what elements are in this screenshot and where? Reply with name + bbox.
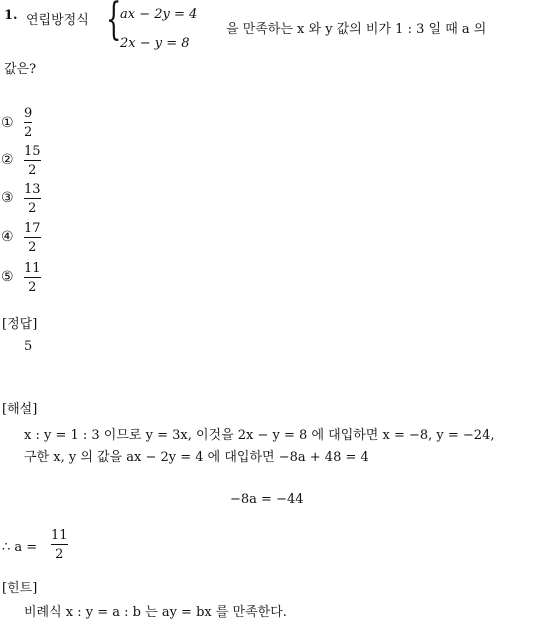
option-4-fraction[interactable] [24, 221, 41, 255]
fraction-bar [24, 122, 32, 123]
explanation-display-equation: −8a = −44 [230, 492, 304, 507]
equation-1: ax − 2y = 4 [120, 7, 198, 22]
option-3-denominator: 2 [28, 201, 37, 216]
fraction-bar [24, 277, 41, 278]
fraction-bar [24, 198, 41, 199]
option-1-fraction[interactable] [24, 106, 32, 140]
conclusion-prefix: ∴ a = [2, 540, 38, 555]
option-2-fraction[interactable] [24, 144, 41, 178]
option-4-denominator: 2 [28, 240, 37, 255]
explanation-line-1: x : y = 1 : 3 이므로 y = 3x, 이것을 2x − y = 8 에 대입하면 x = −8, y = −24, [24, 428, 495, 443]
conclusion-fraction [51, 528, 68, 562]
answer-heading: [정답] [2, 317, 38, 332]
fraction-bar [24, 160, 41, 161]
option-5-numerator: 11 [24, 261, 41, 276]
fraction-bar [51, 544, 68, 545]
question-number: 1. [4, 8, 18, 23]
option-4-marker[interactable]: ④ [1, 229, 14, 245]
question-lead: 연립방정식 [26, 13, 89, 28]
option-2-denominator: 2 [28, 163, 37, 178]
option-3-fraction[interactable] [24, 182, 41, 216]
question-tail: 을 만족하는 x 와 y 값의 비가 1 : 3 일 때 a 의 [226, 22, 487, 37]
conclusion-numerator: 11 [51, 528, 68, 543]
question-tail-2: 값은? [4, 62, 37, 77]
explanation-heading: [해설] [2, 402, 38, 417]
hint-text: 비례식 x : y = a : b 는 ay = bx 를 만족한다. [24, 605, 287, 620]
option-5-denominator: 2 [28, 280, 37, 295]
fraction-bar [24, 237, 41, 238]
option-3-numerator: 13 [24, 182, 41, 197]
option-5-fraction[interactable] [24, 261, 41, 295]
option-1-marker[interactable]: ① [1, 115, 14, 131]
answer-value: 5 [24, 339, 33, 354]
explanation-line-2: 구한 x, y 의 값을 ax − 2y = 4 에 대입하면 −8a + 48 = 4 [24, 450, 369, 465]
option-5-marker[interactable]: ⑤ [1, 269, 14, 285]
equation-2: 2x − y = 8 [120, 36, 190, 51]
hint-heading: [힌트] [2, 581, 38, 596]
option-3-marker[interactable]: ③ [1, 190, 14, 206]
option-4-numerator: 17 [24, 221, 41, 236]
conclusion-denominator: 2 [55, 547, 64, 562]
option-2-numerator: 15 [24, 144, 41, 159]
option-1-denominator: 2 [24, 125, 33, 140]
option-1-numerator: 9 [24, 106, 33, 121]
system-brace: { [106, 0, 122, 45]
option-2-marker[interactable]: ② [1, 152, 14, 168]
